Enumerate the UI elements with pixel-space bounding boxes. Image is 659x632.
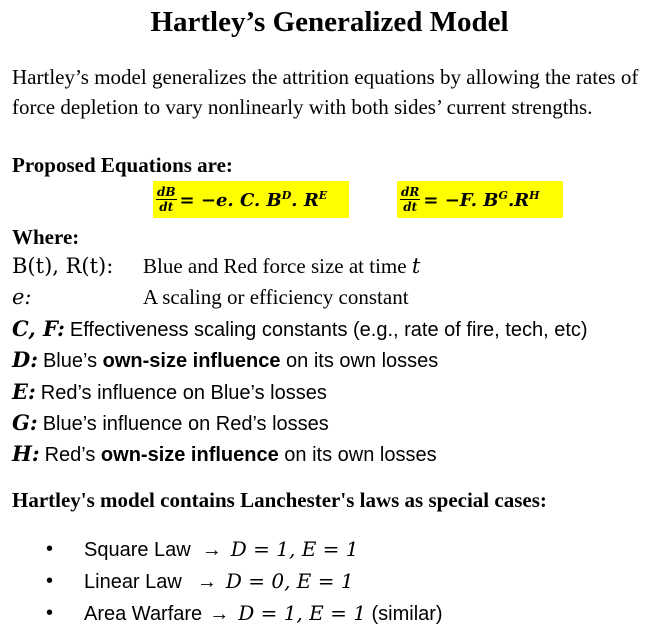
bullet-icon: • [46,602,54,624]
law-name: Square Law [84,539,191,561]
definition-symbol: H: [12,441,40,466]
equation-red-prefix: = −F. B [423,189,499,211]
definition-row-d [12,347,438,373]
equation-blue-exp-e: E [318,188,328,202]
equation-blue-mid: . R [291,189,319,211]
definition-text: Blue’s influence on Red’s losses [42,413,329,435]
definition-text-bold: own-size influence [102,350,281,372]
equation-red-fraction [400,185,420,214]
equation-blue-fraction [156,185,177,214]
equations-heading: Proposed Equations are: [12,153,233,177]
definition-symbol: G: [12,410,38,435]
arrow-right-icon: → [201,539,222,561]
definition-text [45,444,437,466]
law-name: Area Warfare [84,603,203,625]
definition-text: Effectiveness scaling constants (e.g., rate of fire, tech, etc) [69,319,588,341]
law-note: (similar) [365,603,443,625]
definition-text: Red’s influence on Blue’s losses [40,382,327,404]
definition-row-e-upper [12,379,327,405]
bullet-icon: • [46,538,54,560]
equation-blue-denominator: dt [159,200,174,214]
law-condition: D = 0, E = 1 [225,569,354,593]
equation-blue-prefix: = −e. C. B [179,189,282,211]
definition-symbol: D: [12,347,38,372]
special-cases-heading: Hartley's model contains Lanchester's laws as special cases: [12,488,547,512]
list-item-square-law [84,537,359,562]
equation-red-exp-h: H [529,188,540,202]
definition-text-before: Blue’s [42,350,103,372]
arrow-right-icon: → [209,603,230,625]
definition-symbol: B(t), R(t): [12,254,114,278]
definition-row-e [12,285,32,310]
equation-red-highlight [397,181,563,218]
definition-text [43,350,438,372]
definition-text-before: Red’s [44,444,101,466]
definition-text-var: t [411,254,421,278]
law-name: Linear Law [84,571,182,593]
definition-symbol: C, F: [12,316,65,341]
definition-row-h [12,441,437,467]
bullet-icon: • [46,570,54,592]
definition-text-after: on its own losses [278,444,437,466]
equation-red-rhs [423,189,539,211]
equation-red-numerator: dR [401,185,420,199]
list-item-area-warfare [84,601,443,626]
law-condition: D = 1, E = 1 [238,601,366,625]
equation-red-denominator: dt [403,200,418,214]
definition-text: A scaling or efficiency constant [143,285,409,309]
definition-text-main: Blue and Red force size at time [143,254,407,278]
definition-text-after: on its own losses [280,350,439,372]
equation-red-exp-g: G [498,188,508,202]
equation-blue-rhs [180,189,328,211]
definition-row-c-f [12,316,588,342]
intro-paragraph: Hartley’s model generalizes the attrition equations by allowing the rates of force depletion to vary nonlinearly with both sides’ current strengths. [12,65,639,119]
definition-row-bt-rt [12,254,113,279]
page-title: Hartley’s Generalized Model [150,6,509,38]
definition-row-g [12,410,329,436]
where-heading: Where: [12,225,80,249]
list-item-linear-law [84,569,354,594]
equation-red-mid: .R [507,189,530,211]
equation-blue-numerator: dB [157,185,176,199]
arrow-right-icon: → [196,571,217,593]
law-condition: D = 1, E = 1 [230,537,359,561]
definition-text [143,254,420,279]
equation-blue-exp-d: D [281,188,292,202]
definition-symbol: e: [12,285,32,309]
definition-text-bold: own-size influence [100,444,279,466]
definition-symbol: E: [12,379,36,404]
equation-blue-highlight [153,181,349,218]
